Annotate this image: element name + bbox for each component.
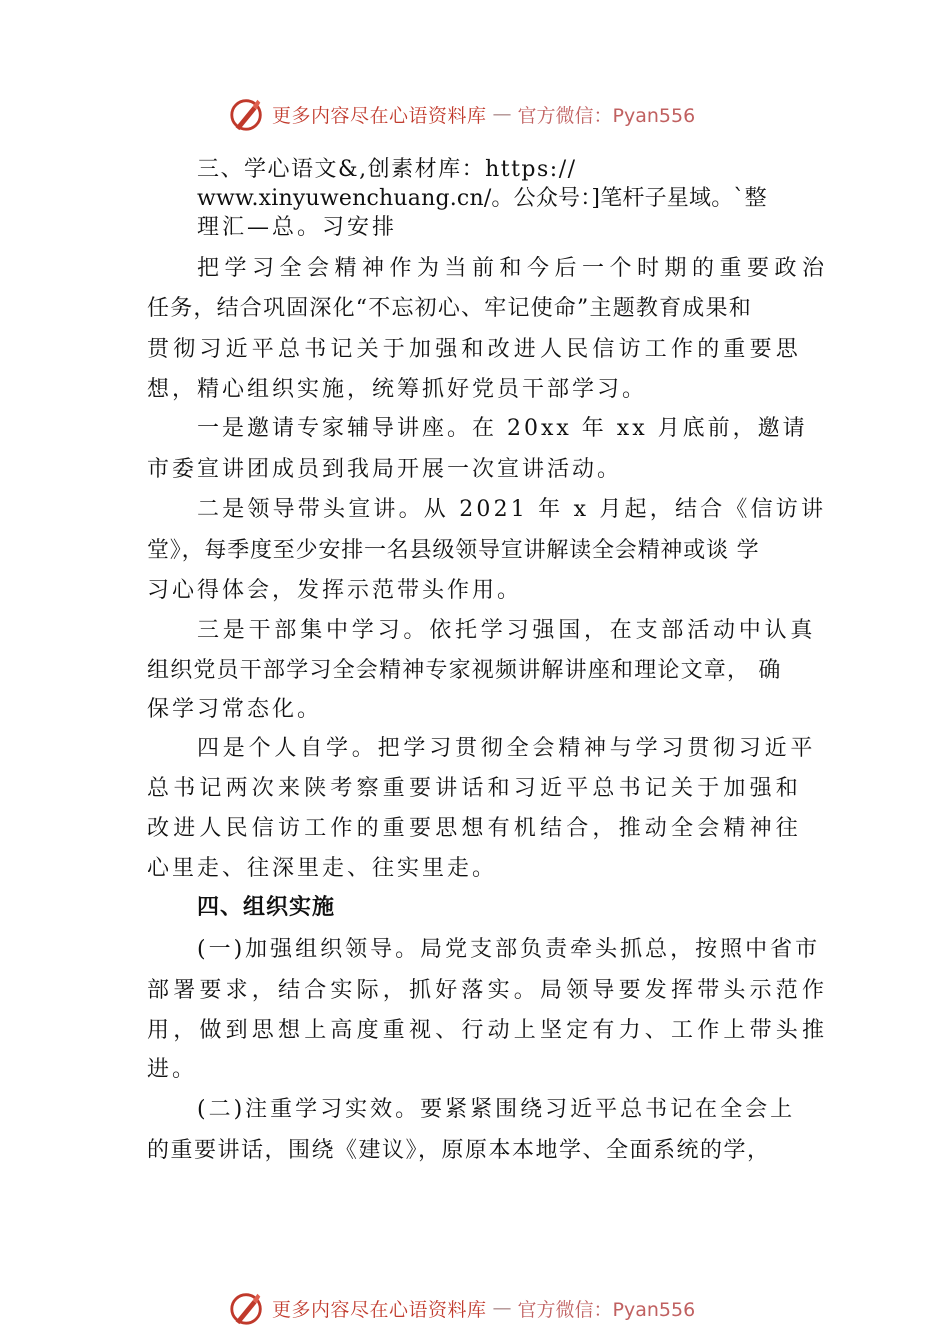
body-line: 改进人民信访工作的重要思想有机结合，推动全会精神往 — [147, 816, 803, 841]
body-line: 部署要求，结合实际，抓好落实。局领导要发挥带头示范作 — [147, 978, 829, 1003]
banner-contact-text: 官方微信：Pyan556 — [517, 1298, 696, 1321]
banner-main-text: 更多内容尽在心语资料库 — [272, 1298, 487, 1321]
body-line: 四是个人自学。把学习贯彻全会精神与学习贯彻习近平 — [197, 736, 817, 761]
banner-contact-text: 官方微信：Pyan556 — [517, 104, 696, 127]
body-line: 三、学心语文&,创素材库：https:// — [197, 157, 577, 182]
body-line: (二)注重学习实效。要紧紧围绕习近平总书记在全会上 — [197, 1097, 796, 1122]
body-line: 一是邀请专家辅导讲座。在 20xx 年 xx 月底前，邀请 — [197, 416, 808, 441]
body-line: 理汇—总。习安排 — [197, 215, 398, 240]
body-line: 习心得体会，发挥示范带头作用。 — [147, 578, 523, 603]
body-line: 市委宣讲团成员到我局开展一次宣讲活动。 — [147, 457, 623, 482]
body-line: 的重要讲话，围绕《建议》，原原本本地学、全面系统的学， — [147, 1138, 771, 1163]
body-line: 二是领导带头宣讲。从 2021 年 x 月起，结合《信访讲 — [197, 497, 827, 522]
body-line: 用，做到思想上高度重视、行动上坚定有力、工作上带头推 — [147, 1018, 829, 1043]
body-line: 任务，结合巩固深化“不忘初心、牢记使命”主题教育成果和 — [147, 296, 752, 321]
body-line: 三是干部集中学习。依托学习强国，在支部活动中认真 — [197, 618, 817, 643]
banner-main-text: 更多内容尽在心语资料库 — [272, 104, 487, 127]
pen-logo-icon — [228, 1289, 266, 1327]
footer-banner — [228, 1288, 695, 1328]
body-line: (一)加强组织领导。局党支部负责牵头抓总，按照中省市 — [197, 937, 821, 962]
body-line: 总书记两次来陕考察重要讲话和习近平总书记关于加强和 — [147, 776, 803, 801]
section-heading: 四、组织实施 — [197, 894, 336, 920]
body-line: 把学习全会精神作为当前和今后一个时期的重要政治 — [197, 256, 830, 281]
banner-separator: — — [492, 1297, 512, 1319]
body-line: 进。 — [147, 1057, 198, 1082]
header-banner — [228, 94, 695, 134]
body-line: www.xinyuwenchuang.cn/。公众号：]笔杆子星域。`整 — [197, 186, 767, 211]
body-line: 组织党员干部学习全会精神专家视频讲解讲座和理论文章， 确 — [147, 658, 782, 683]
body-line: 堂》，每季度至少安排一名县级领导宣讲解读全会精神或谈 学 — [147, 538, 760, 563]
banner-separator: — — [492, 103, 512, 125]
body-line: 想，精心组织实施，统筹抓好党员干部学习。 — [147, 377, 648, 402]
body-line: 心里走、往深里走、往实里走。 — [147, 856, 498, 881]
body-line: 贯彻习近平总书记关于加强和改进人民信访工作的重要思 — [147, 337, 803, 362]
body-line: 保学习常态化。 — [147, 697, 323, 722]
pen-logo-icon — [228, 95, 266, 133]
